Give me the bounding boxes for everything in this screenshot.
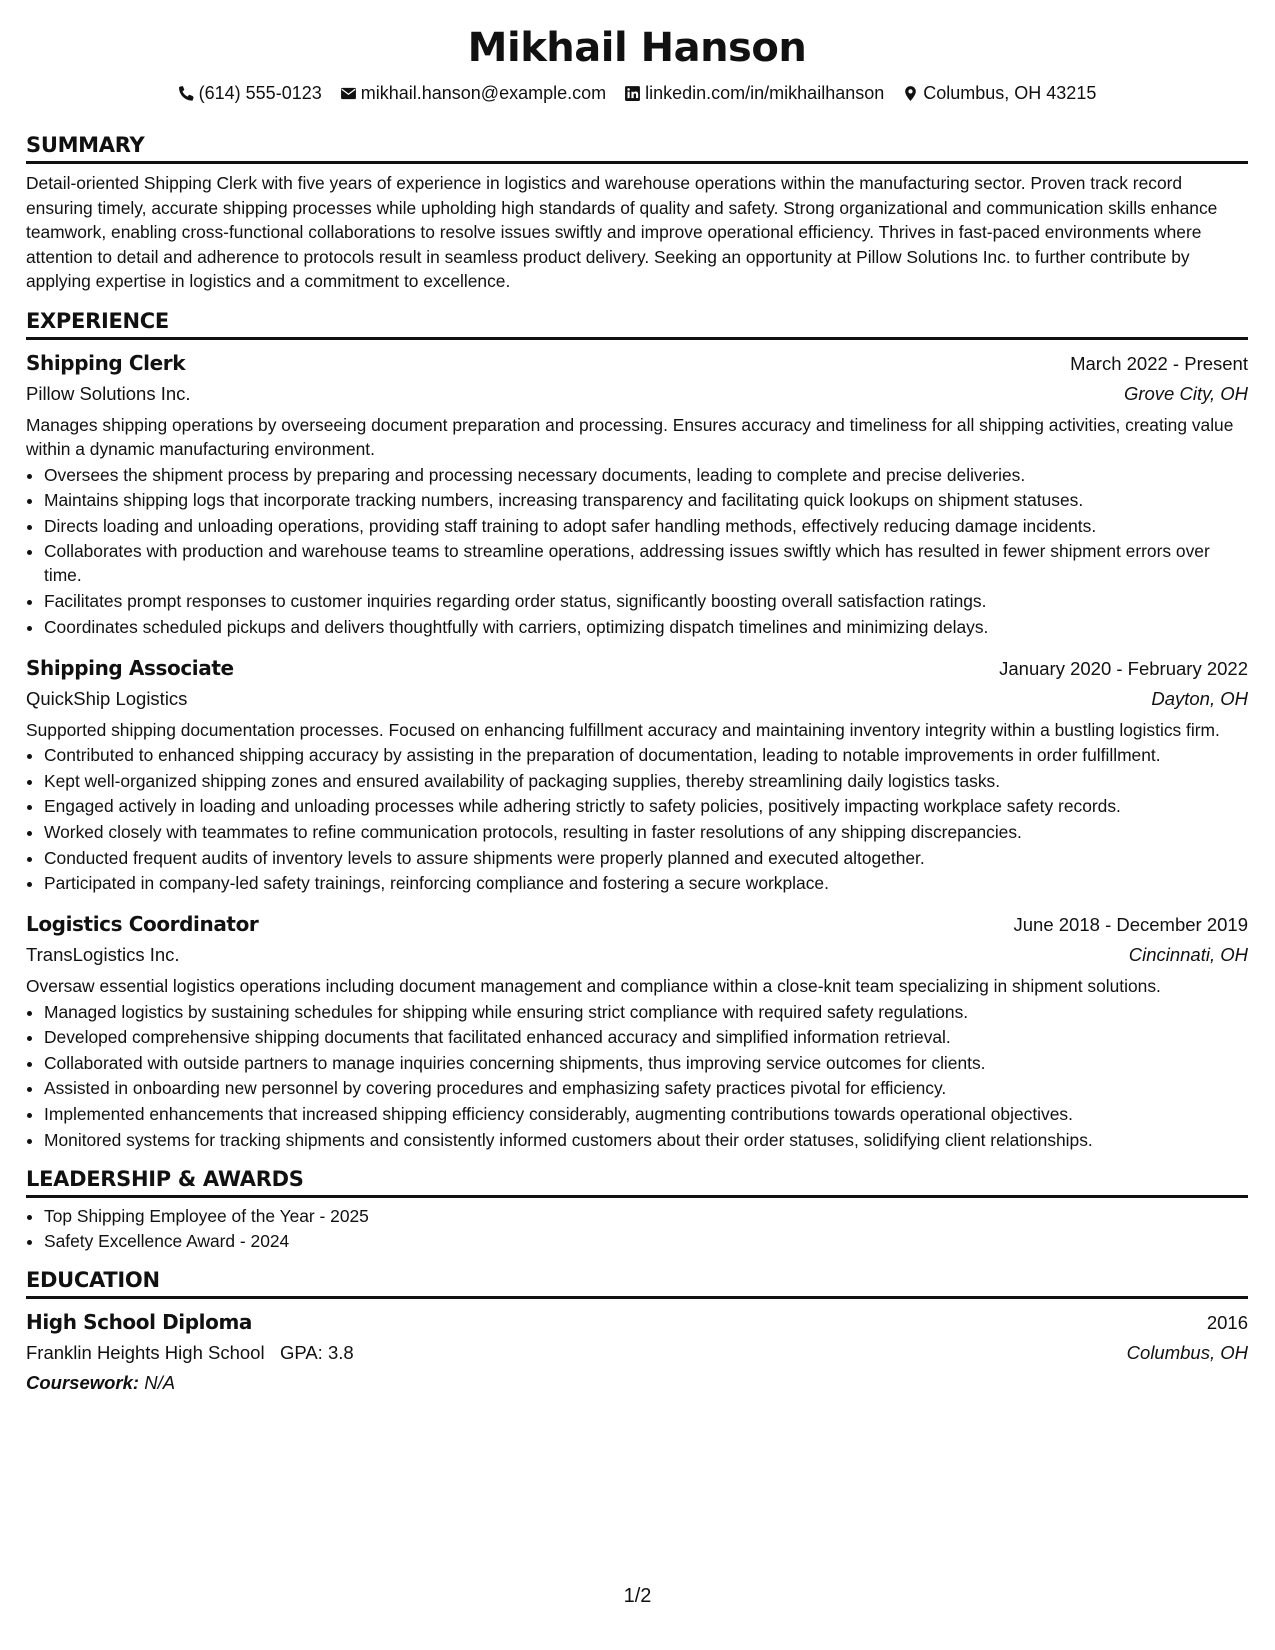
list-item: • Oversees the shipment process by preparing and processing necessary documents, leading to complete and precise deliveries. xyxy=(44,463,1248,487)
list-item: • Safety Excellence Award - 2024 xyxy=(44,1229,1248,1253)
list-item: • Coordinates scheduled pickups and delivers thoughtfully with carriers, optimizing dispatch timelines and minimizing delays. xyxy=(44,615,1248,639)
education-heading: EDUCATION xyxy=(26,1267,1248,1299)
list-item: • Managed logistics by sustaining schedules for shipping while ensuring strict compliance with required safety regulations. xyxy=(44,1000,1248,1024)
envelope-icon xyxy=(340,85,357,102)
coursework-label: Coursework: xyxy=(26,1372,140,1394)
list-item: • Monitored systems for tracking shipments and consistently informed customers about their order statuses, solidifying client relationships. xyxy=(44,1128,1248,1152)
coursework-value: N/A xyxy=(144,1372,176,1394)
job-company: QuickShip Logistics xyxy=(26,687,188,709)
linkedin-link[interactable]: linkedin.com/in/mikhailhanson xyxy=(645,82,885,103)
phone-icon xyxy=(178,85,195,102)
school-line xyxy=(26,1338,354,1368)
map-pin-icon xyxy=(902,85,919,102)
gpa: GPA: 3.8 xyxy=(279,1342,354,1364)
list-item: • Assisted in onboarding new personnel by covering procedures and emphasizing safety practices pivotal for efficiency. xyxy=(44,1076,1248,1100)
job-dates: March 2022 - Present xyxy=(1070,352,1248,374)
job-description: Manages shipping operations by overseeing document preparation and processing. Ensures accuracy and timeliness for all shipping activities, creating value within a dynamic manufacturing environment. xyxy=(26,414,1234,459)
list-item: • Collaborated with outside partners to manage inquiries concerning shipments, thus improving service outcomes for clients. xyxy=(44,1051,1248,1075)
summary-heading: SUMMARY xyxy=(26,132,1248,164)
job-title: Logistics Coordinator xyxy=(26,912,259,937)
location-text: Columbus, OH 43215 xyxy=(923,82,1097,103)
school-name: Franklin Heights High School xyxy=(26,1342,265,1364)
job-location: Dayton, OH xyxy=(1151,687,1248,709)
linkedin-icon xyxy=(624,85,641,102)
coursework-line xyxy=(26,1368,1248,1398)
job-title: Shipping Clerk xyxy=(26,350,186,375)
job-dates: June 2018 - December 2019 xyxy=(1013,914,1248,936)
job-description: Oversaw essential logistics operations including document management and compliance within a close-knit team specializing in shipment solutions. xyxy=(26,976,1161,997)
list-item: • Worked closely with teammates to refine communication protocols, resulting in faster resolutions of any shipping discrepancies. xyxy=(44,820,1248,844)
page-number: 1/2 xyxy=(623,1585,652,1607)
list-item: • Directs loading and unloading operations, providing staff training to adopt safer handling methods, effectively reducing damage incidents. xyxy=(44,514,1248,538)
job-bullets xyxy=(26,743,1248,895)
list-item: • Top Shipping Employee of the Year - 2025 xyxy=(44,1204,1248,1228)
education-section xyxy=(26,1267,1248,1398)
job-company: TransLogistics Inc. xyxy=(26,944,180,966)
contact-email[interactable] xyxy=(340,83,606,104)
list-item: • Kept well-organized shipping zones and ensured availability of packaging supplies, thereby streamlining daily logistics tasks. xyxy=(44,769,1248,793)
contact-location xyxy=(902,83,1096,104)
job-company: Pillow Solutions Inc. xyxy=(26,382,191,404)
degree-title: High School Diploma xyxy=(26,1310,253,1335)
resume-page xyxy=(26,20,1248,1398)
list-item: • Contributed to enhanced shipping accuracy by assisting in the preparation of documentation, leading to notable improvements in order fulfillment. xyxy=(44,743,1248,767)
job-entry xyxy=(26,348,1248,639)
list-item: • Maintains shipping logs that incorporate tracking numbers, increasing transparency and facilitating quick lookups on shipment statuses. xyxy=(44,488,1248,512)
awards-section xyxy=(26,1166,1248,1254)
list-item: • Implemented enhancements that increased shipping efficiency considerably, augmenting contributions towards operational objectives. xyxy=(44,1102,1248,1126)
job-description: Supported shipping documentation processes. Focused on enhancing fulfillment accuracy and maintaining inventory integrity within a bustling logistics firm. xyxy=(26,719,1220,740)
school-location: Columbus, OH xyxy=(1126,1342,1248,1364)
list-item: • Facilitates prompt responses to customer inquiries regarding order status, significantly boosting overall satisfaction ratings. xyxy=(44,589,1248,613)
contact-phone xyxy=(178,83,322,104)
candidate-name: Mikhail Hanson xyxy=(467,25,807,71)
phone-text: (614) 555-0123 xyxy=(198,82,322,103)
contact-bar xyxy=(26,80,1248,106)
list-item: • Developed comprehensive shipping documents that facilitated enhanced accuracy and simplified information retrieval. xyxy=(44,1025,1248,1049)
job-bullets xyxy=(26,463,1248,639)
list-item: • Participated in company-led safety trainings, reinforcing compliance and fostering a secure workplace. xyxy=(44,871,1248,895)
experience-section xyxy=(26,308,1248,1152)
job-title: Shipping Associate xyxy=(26,655,234,680)
experience-heading: EXPERIENCE xyxy=(26,308,1248,340)
summary-section xyxy=(26,132,1248,294)
graduation-year: 2016 xyxy=(1206,1312,1248,1334)
awards-heading: LEADERSHIP & AWARDS xyxy=(26,1166,1248,1198)
job-bullets xyxy=(26,1000,1248,1152)
job-location: Cincinnati, OH xyxy=(1128,944,1248,966)
job-entry xyxy=(26,653,1248,896)
contact-linkedin[interactable] xyxy=(624,83,884,104)
job-dates: January 2020 - February 2022 xyxy=(999,657,1248,679)
list-item: • Engaged actively in loading and unloading processes while adhering strictly to safety policies, positively impacting workplace safety records. xyxy=(44,794,1248,818)
email-link[interactable]: mikhail.hanson@example.com xyxy=(360,82,607,103)
list-item: • Collaborates with production and warehouse teams to streamline operations, addressing issues swiftly which has resulted in fewer shipment errors over time. xyxy=(44,539,1248,587)
education-entry xyxy=(26,1307,1248,1398)
job-entry xyxy=(26,909,1248,1152)
job-location: Grove City, OH xyxy=(1123,382,1248,404)
awards-list xyxy=(26,1204,1248,1254)
summary-text: Detail-oriented Shipping Clerk with five years of experience in logistics and warehouse operations within the manufacturing sector. Proven track record ensuring timely, accurate shipping processes while upholding high standards of quality and safety. Strong organizational and communication skills enhance teamwork, enabling cross-functional collaborations to resolve issues swiftly and improve operational efficiency. Thrives in fast-paced environments where attention to detail and adherence to protocols result in seamless product delivery. Seeking an opportunity at Pillow Solutions Inc. to further contribute by applying expertise in logistics and a commitment to excellence. xyxy=(26,173,1218,292)
list-item: • Conducted frequent audits of inventory levels to assure shipments were properly planned and executed altogether. xyxy=(44,846,1248,870)
